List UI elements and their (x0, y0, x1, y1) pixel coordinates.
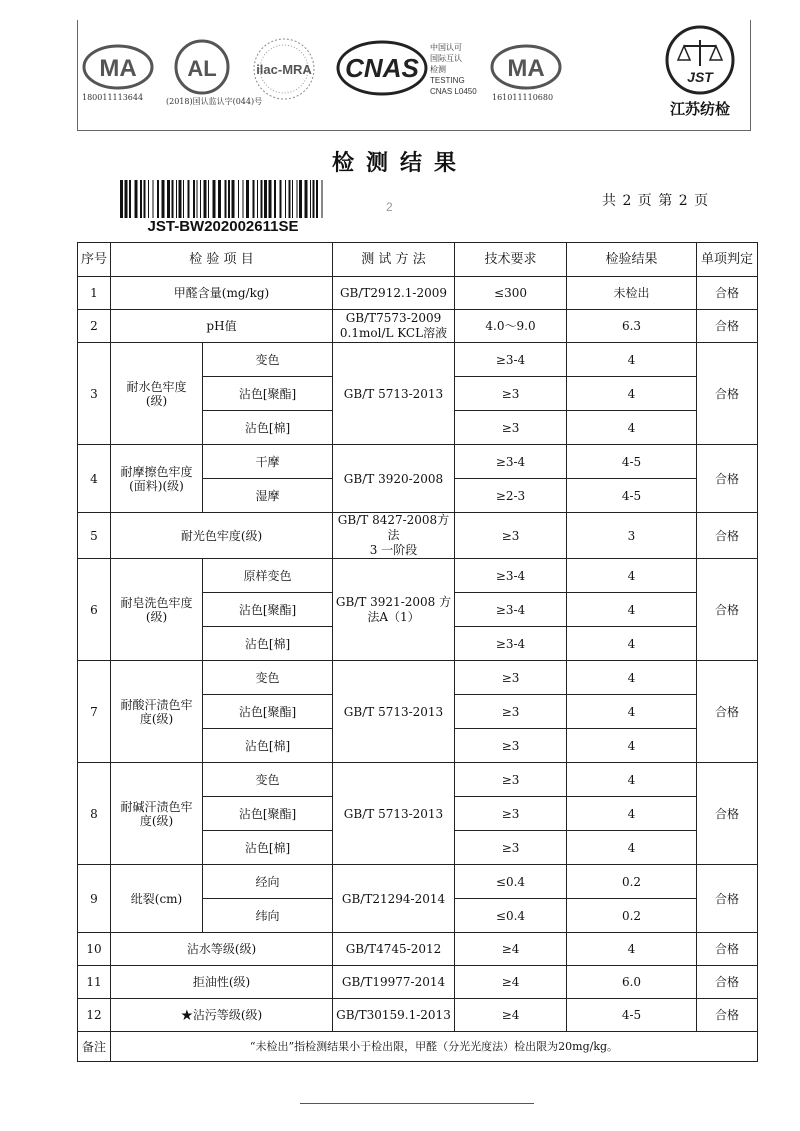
row-subitem: 湿摩 (203, 479, 333, 513)
row-method: GB/T21294-2014 (333, 865, 455, 933)
row-method: GB/T 5713-2013 (333, 661, 455, 763)
ilac-mra-logo (248, 36, 320, 102)
row-subitem: 沾色[聚酯] (203, 695, 333, 729)
table-row (78, 999, 758, 1032)
page-counter: 共 2 页 第 2 页 (602, 193, 710, 209)
row-result: 4 (567, 695, 697, 729)
row-requirement: ≥4 (455, 999, 567, 1032)
row-verdict: 合格 (697, 933, 758, 966)
row-requirement: ≥3 (455, 695, 567, 729)
table-row (78, 763, 758, 797)
row-subitem: 沾色[棉] (203, 831, 333, 865)
faint-page-mark: 2 (386, 200, 393, 214)
row-verdict: 合格 (697, 513, 758, 559)
row-requirement: ≥4 (455, 933, 567, 966)
row-verdict: 合格 (697, 310, 758, 343)
row-requirement: ≥3-4 (455, 445, 567, 479)
svg-text:JST: JST (687, 69, 713, 85)
row-number: 9 (78, 865, 111, 933)
row-item: 耐光色牢度(级) (111, 513, 333, 559)
row-result: 4 (567, 763, 697, 797)
cnas-side-line: TESTING (430, 76, 465, 85)
row-item: 耐碱汗渍色牢 度(级) (111, 763, 203, 865)
row-subitem: 纬向 (203, 899, 333, 933)
row-requirement: ≤0.4 (455, 865, 567, 899)
svg-text:MA: MA (99, 55, 137, 82)
row-method: GB/T 3920-2008 (333, 445, 455, 513)
footer-divider (300, 1103, 534, 1104)
header-method: 测 试 方 法 (333, 243, 455, 277)
cnas-side-line: 检测 (430, 65, 446, 74)
table-row (78, 445, 758, 479)
row-verdict: 合格 (697, 966, 758, 999)
row-subitem: 沾色[聚酯] (203, 377, 333, 411)
row-requirement: ≥3-4 (455, 627, 567, 661)
page-title: 检测结果 (331, 150, 468, 176)
row-subitem: 干摩 (203, 445, 333, 479)
table-row (78, 966, 758, 999)
header-requirement: 技术要求 (455, 243, 567, 277)
row-requirement: ≥2-3 (455, 479, 567, 513)
row-result: 4 (567, 831, 697, 865)
row-number: 4 (78, 445, 111, 513)
row-subitem: 变色 (203, 763, 333, 797)
cma-logo-2 (490, 44, 562, 90)
header-no: 序号 (78, 243, 111, 277)
row-result: 0.2 (567, 865, 697, 899)
row-number: 12 (78, 999, 111, 1032)
row-method: GB/T 5713-2013 (333, 343, 455, 445)
row-requirement: 4.0～9.0 (455, 310, 567, 343)
header-verdict: 单项判定 (697, 243, 758, 277)
row-subitem: 经向 (203, 865, 333, 899)
row-result: 未检出 (567, 277, 697, 310)
row-method: GB/T19977-2014 (333, 966, 455, 999)
cnas-logo (336, 40, 428, 96)
row-verdict: 合格 (697, 445, 758, 513)
cal-logo (173, 38, 231, 96)
row-method: GB/T2912.1-2009 (333, 277, 455, 310)
row-result: 4 (567, 729, 697, 763)
remarks-row (78, 1032, 758, 1062)
row-verdict: 合格 (697, 999, 758, 1032)
row-requirement: ≥3-4 (455, 343, 567, 377)
table-row (78, 277, 758, 310)
cma-logo-2-caption: 161011110680 (492, 93, 554, 102)
row-result: 0.2 (567, 899, 697, 933)
row-result: 4 (567, 343, 697, 377)
row-requirement: ≥3 (455, 729, 567, 763)
cnas-side-line: CNAS L0450 (430, 87, 477, 96)
cnas-side-text (430, 42, 477, 97)
row-subitem: 变色 (203, 343, 333, 377)
row-item: 拒油性(级) (111, 966, 333, 999)
row-requirement: ≥3 (455, 831, 567, 865)
row-subitem: 沾色[聚酯] (203, 797, 333, 831)
svg-text:MA: MA (507, 55, 545, 82)
row-verdict: 合格 (697, 865, 758, 933)
row-result: 4 (567, 661, 697, 695)
row-number: 6 (78, 559, 111, 661)
row-subitem: 沾色[聚酯] (203, 593, 333, 627)
row-requirement: ≥3 (455, 411, 567, 445)
jst-logo-caption: 江苏纺检 (670, 100, 731, 118)
row-verdict: 合格 (697, 277, 758, 310)
barcode-bars (116, 180, 330, 220)
row-requirement: ≤300 (455, 277, 567, 310)
svg-text:AL: AL (187, 56, 217, 81)
row-requirement: ≥3 (455, 797, 567, 831)
cma-logo-caption: 180011113644 (82, 93, 144, 102)
row-verdict: 合格 (697, 343, 758, 445)
row-verdict: 合格 (697, 559, 758, 661)
row-requirement: ≥3 (455, 763, 567, 797)
table-row (78, 865, 758, 899)
row-verdict: 合格 (697, 661, 758, 763)
table-row (78, 513, 758, 559)
row-method: GB/T4745-2012 (333, 933, 455, 966)
row-requirement: ≥3-4 (455, 593, 567, 627)
barcode (116, 180, 330, 238)
row-item: 耐水色牢度 (级) (111, 343, 203, 445)
row-result: 4 (567, 797, 697, 831)
row-item: ★沾污等级(级) (111, 999, 333, 1032)
cal-logo-caption: (2018)国认监认字(044)号 (166, 97, 263, 106)
svg-text:CNAS: CNAS (345, 53, 419, 83)
row-result: 4 (567, 411, 697, 445)
row-result: 4 (567, 593, 697, 627)
row-subitem: 变色 (203, 661, 333, 695)
row-requirement: ≥3 (455, 661, 567, 695)
row-result: 4-5 (567, 479, 697, 513)
cnas-side-line: 国际互认 (430, 54, 462, 63)
header-logos-box (77, 20, 751, 131)
row-method: GB/T 8427-2008方法 3 一阶段 (333, 513, 455, 559)
row-requirement: ≤0.4 (455, 899, 567, 933)
row-method: GB/T 5713-2013 (333, 763, 455, 865)
row-result: 4 (567, 627, 697, 661)
row-result: 4-5 (567, 999, 697, 1032)
row-subitem: 沾色[棉] (203, 729, 333, 763)
row-number: 5 (78, 513, 111, 559)
jst-logo (664, 24, 736, 96)
header-result: 检验结果 (567, 243, 697, 277)
row-item: 甲醛含量(mg/kg) (111, 277, 333, 310)
row-number: 8 (78, 763, 111, 865)
table-header-row (78, 243, 758, 277)
table-row (78, 933, 758, 966)
row-item: 耐酸汗渍色牢 度(级) (111, 661, 203, 763)
row-requirement: ≥3 (455, 377, 567, 411)
cnas-side-line: 中国认可 (430, 43, 462, 52)
row-subitem: 原样变色 (203, 559, 333, 593)
table-row (78, 310, 758, 343)
row-number: 7 (78, 661, 111, 763)
row-result: 4 (567, 559, 697, 593)
remarks-label: 备注 (78, 1032, 111, 1062)
cma-logo (82, 44, 154, 90)
row-requirement: ≥3 (455, 513, 567, 559)
row-subitem: 沾色[棉] (203, 627, 333, 661)
row-number: 10 (78, 933, 111, 966)
remarks-text: “未检出”指检测结果小于检出限，甲醛（分光光度法）检出限为20mg/kg。 (111, 1032, 758, 1062)
row-method: GB/T 3921-2008 方 法A（1） (333, 559, 455, 661)
row-number: 3 (78, 343, 111, 445)
row-result: 4-5 (567, 445, 697, 479)
row-subitem: 沾色[棉] (203, 411, 333, 445)
svg-text:ilac-MRA: ilac-MRA (256, 62, 312, 77)
row-requirement: ≥3-4 (455, 559, 567, 593)
row-item: 沾水等级(级) (111, 933, 333, 966)
row-requirement: ≥4 (455, 966, 567, 999)
row-result: 4 (567, 933, 697, 966)
table-row (78, 661, 758, 695)
row-verdict: 合格 (697, 763, 758, 865)
row-result: 3 (567, 513, 697, 559)
row-number: 11 (78, 966, 111, 999)
row-item: 纰裂(cm) (111, 865, 203, 933)
header-item: 检 验 项 目 (111, 243, 333, 277)
table-row (78, 559, 758, 593)
row-result: 6.0 (567, 966, 697, 999)
row-item: 耐摩擦色牢度 (面料)(级) (111, 445, 203, 513)
row-method: GB/T30159.1-2013 (333, 999, 455, 1032)
row-method: GB/T7573-2009 0.1mol/L KCL溶液 (333, 310, 455, 343)
table-row (78, 343, 758, 377)
row-result: 4 (567, 377, 697, 411)
results-table (77, 242, 758, 1062)
row-number: 2 (78, 310, 111, 343)
row-item: 耐皂洗色牢度 (级) (111, 559, 203, 661)
row-item: pH值 (111, 310, 333, 343)
row-result: 6.3 (567, 310, 697, 343)
row-number: 1 (78, 277, 111, 310)
barcode-text: JST-BW202002611SE (116, 218, 330, 235)
